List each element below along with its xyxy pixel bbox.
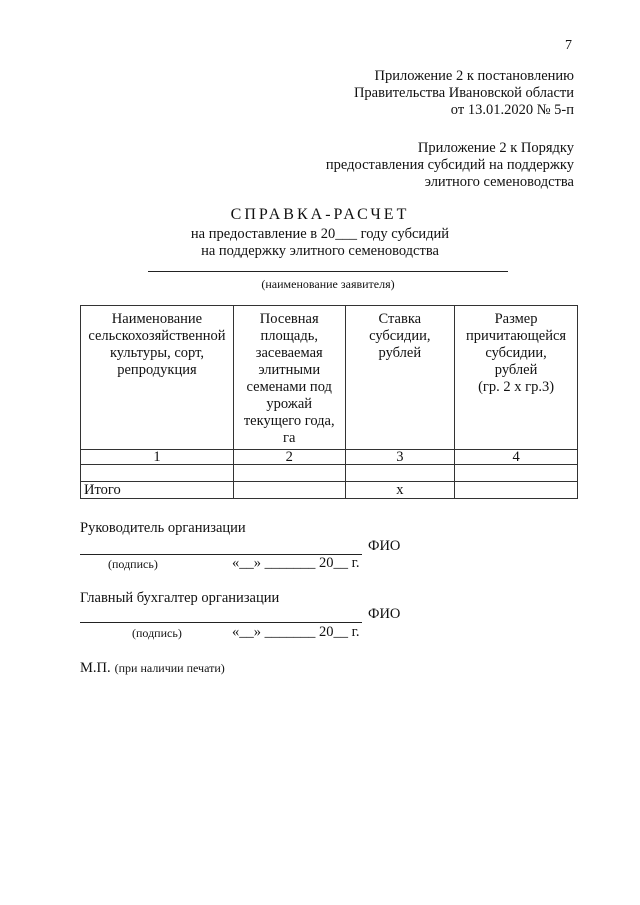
page-number: 7 [565, 38, 572, 53]
chief-accountant-title: Главный бухгалтер организации [80, 590, 280, 606]
table-total-row [81, 482, 578, 499]
seal-label: М.П. [80, 660, 111, 676]
head-fio-label: ФИО [368, 538, 401, 554]
header-line: субсидии, [369, 328, 431, 344]
head-signature-caption: (подпись) [108, 557, 158, 571]
column-number: 4 [455, 450, 578, 465]
header-amount [455, 306, 578, 450]
header-line: рублей [378, 345, 422, 361]
header-line: сельскохозяйственной [88, 328, 226, 344]
total-area-cell[interactable] [233, 482, 345, 499]
appendix-resolution-line: Приложение 2 к постановлению [374, 68, 574, 84]
head-signature-line[interactable] [80, 554, 166, 555]
header-line: репродукция [117, 362, 197, 378]
appendix-procedure-line: элитного семеноводства [424, 174, 574, 190]
header-line: семенами под [246, 379, 332, 395]
table-header-row [81, 306, 578, 450]
header-line: урожай [266, 396, 313, 412]
column-number: 3 [345, 450, 455, 465]
header-rate [345, 306, 455, 450]
header-line: культуры, сорт, [109, 345, 204, 361]
header-area [233, 306, 345, 450]
appendix-resolution-line: от 13.01.2020 № 5-п [450, 102, 574, 118]
seal-note: (при наличии печати) [114, 661, 225, 675]
header-line: Наименование [111, 311, 203, 327]
header-line: засеваемая [255, 345, 323, 361]
appendix-procedure-line: Приложение 2 к Порядку [417, 140, 574, 156]
table-empty-row [81, 465, 578, 482]
document-subtitle: на поддержку элитного семеноводства [201, 243, 439, 259]
table-cell[interactable] [81, 465, 234, 482]
header-crop [81, 306, 234, 450]
total-label: Итого [81, 482, 234, 499]
document-subtitle: на предоставление в 20___ году субсидий [190, 226, 450, 242]
appendix-procedure-block [326, 140, 574, 191]
header-line: субсидии, [485, 345, 547, 361]
chief-accountant-signature-caption: (подпись) [132, 626, 182, 640]
header-line: причитающейся [466, 328, 567, 344]
chief-accountant-date: «__» _______ 20__ г. [232, 624, 360, 640]
applicant-caption: (наименование заявителя) [261, 277, 395, 291]
header-line: Посевная [259, 311, 319, 327]
appendix-resolution-block [354, 68, 574, 119]
seal-block [80, 659, 225, 677]
header-line: Ставка [378, 311, 422, 327]
column-number: 2 [233, 450, 345, 465]
header-line: (гр. 2 х гр.3) [478, 379, 555, 395]
applicant-name-line [148, 271, 508, 272]
head-date: «__» _______ 20__ г. [232, 555, 360, 571]
chief-accountant-line[interactable] [80, 622, 362, 623]
header-line: текущего года, [243, 413, 335, 429]
total-amount-cell[interactable] [455, 482, 578, 499]
appendix-procedure-line: предоставления субсидий на поддержку [325, 157, 574, 173]
header-line: рублей [494, 362, 538, 378]
column-number: 1 [81, 450, 234, 465]
calculation-table [80, 305, 578, 499]
table-column-numbers-row [81, 450, 578, 465]
header-line: га [283, 430, 296, 446]
header-line: площадь, [260, 328, 318, 344]
total-rate-cell: х [345, 482, 455, 499]
document-title: СПРАВКА-РАСЧЕТ [230, 206, 410, 223]
header-line: Размер [494, 311, 538, 327]
header-line: элитными [258, 362, 321, 378]
table-cell[interactable] [345, 465, 455, 482]
head-title: Руководитель организации [80, 520, 246, 536]
table-cell[interactable] [233, 465, 345, 482]
chief-accountant-fio-label: ФИО [368, 606, 401, 622]
appendix-resolution-line: Правительства Ивановской области [353, 85, 574, 101]
table-cell[interactable] [455, 465, 578, 482]
